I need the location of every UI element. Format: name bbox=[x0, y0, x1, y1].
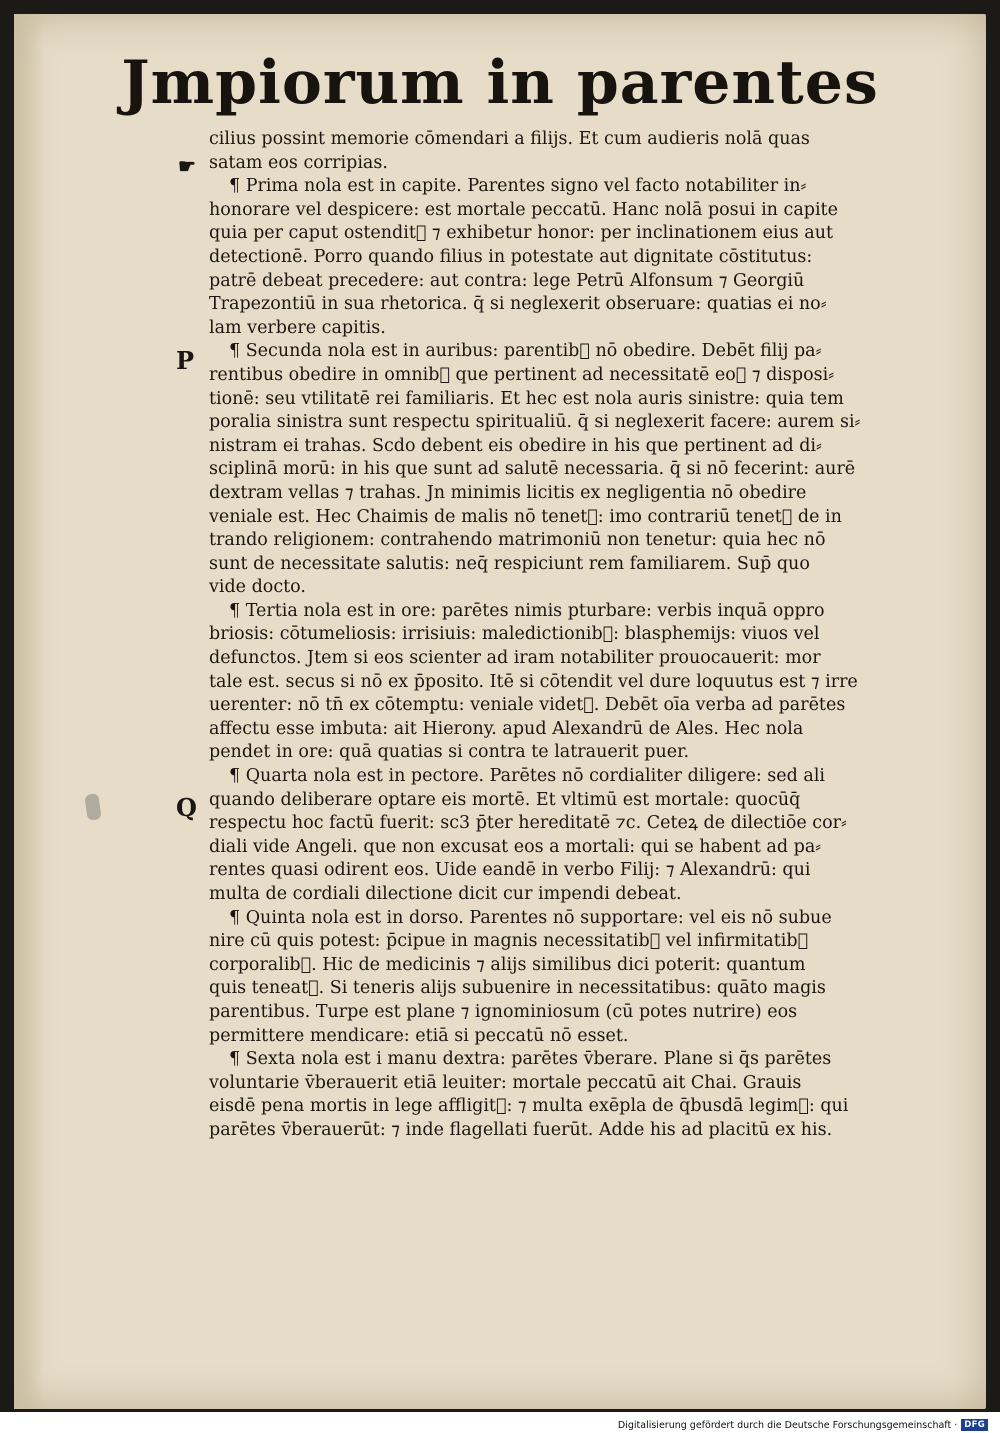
text-line: uerenter: nō tn̄ ex cōtemptu: veniale videt᷑. Debēt oīa verba ad parētes bbox=[209, 695, 846, 716]
margin-letter-q: Q bbox=[176, 793, 197, 822]
text-line: voluntarie v̄berauerit etiā leuiter: mortale peccatū ait Chai. Grauis bbox=[209, 1072, 802, 1093]
funding-footer bbox=[618, 1417, 988, 1433]
text-line: quia per caput ostendit᷑ ⁊ exhibetur honor: per inclinationem eius aut bbox=[209, 223, 834, 244]
text-line: eisdē pena mortis in lege affligit᷑: ⁊ multa exēpla de q̄busdā legim᷒: qui bbox=[209, 1096, 849, 1117]
text-line: lam verbere capitis. bbox=[209, 317, 386, 338]
text-line: ¶ Prima nola est in capite. Parentes signo vel facto notabiliter in⸗ bbox=[229, 176, 807, 197]
text-line: rentibus obedire in omnib᷒ que pertinent ad necessitatē eoꝝ ⁊ disposi⸗ bbox=[209, 364, 835, 385]
text-line: tionē: seu vtilitatē rei familiaris. Et hec est nola auris sinistre: quia tem bbox=[209, 388, 844, 409]
text-line: tale est. secus si nō ex p̄posito. Itē si cōtendit vel dure loquutus est ⁊ irre bbox=[209, 671, 858, 692]
text-line: nire cū quis potest: p̄cipue in magnis necessitatib᷒ vel infirmitatib᷒ bbox=[209, 931, 809, 952]
page-gutter bbox=[14, 14, 44, 1409]
text-line: respectu hoc factū fuerit: sc3 p̄ter hereditatē ⁊c. Ceteꝝ de dilectiōe cor⸗ bbox=[209, 813, 847, 834]
text-line: veniale est. Hec Chaimis de malis nō tenet᷑: imo contrariū tenet᷑ de in bbox=[209, 506, 842, 527]
text-line: trando religionem: contrahendo matrimoniū non tenetur: quia hec nō bbox=[209, 530, 826, 551]
text-line: parētes v̄berauerūt: ⁊ inde flagellati fuerūt. Adde his ad placitū ex his. bbox=[209, 1119, 833, 1140]
text-line: corporalib᷒. Hic de medicinis ⁊ alijs similibus dici poterit: quantum bbox=[209, 954, 806, 975]
text-line: ¶ Quinta nola est in dorso. Parentes nō supportare: vel eis nō subue bbox=[229, 907, 832, 928]
text-line: Trapezontiū in sua rhetorica. q̄ si neglexerit obseruare: quatias ei no⸗ bbox=[209, 294, 827, 315]
text-line: pendet in ore: quā quatias si contra te latrauerit puer. bbox=[209, 742, 690, 763]
margin-letter-p: P bbox=[176, 346, 195, 375]
text-line: ¶ Tertia nola est in ore: parētes nimis pturbare: verbis inquā oppro bbox=[229, 600, 825, 621]
pointing-hand-icon: ☛ bbox=[178, 154, 196, 178]
text-line: multa de cordiali dilectione dicit cur impendi debeat. bbox=[209, 884, 682, 904]
text-line: quando deliberare optare eis mortē. Et vltimū est mortale: quocūq̄ bbox=[209, 789, 801, 810]
text-line: defunctos. Jtem si eos scienter ad iram notabiliter prouocauerit: mor bbox=[209, 648, 821, 669]
text-line: sunt de necessitate salutis: neq̄ respiciunt rem familiarem. Sup̄ quo bbox=[209, 553, 810, 574]
text-line: ¶ Secunda nola est in auribus: parentib᷒ nō obedire. Debēt filij pa⸗ bbox=[229, 341, 822, 362]
text-line: ¶ Sexta nola est i manu dextra: parētes v̄berare. Plane si q̄s parētes bbox=[229, 1049, 832, 1070]
text-line: permittere mendicare: etiā si peccatū nō esset. bbox=[209, 1025, 629, 1046]
text-line: sciplinā morū: in his que sunt ad salutē necessaria. q̄ si nō fecerint: aurē bbox=[209, 459, 856, 480]
text-line: nistram ei trahas. Scd̄o debent eis obedire in his que pertinent ad di⸗ bbox=[209, 435, 822, 456]
text-line: ¶ Quarta nola est in pectore. Parētes nō cordialiter diligere: sed ali bbox=[229, 766, 826, 787]
text-line: rentes quasi odirent eos. Uide eandē in verbo Filij: ⁊ Alexandrū: qui bbox=[209, 860, 811, 881]
text-line: affectu esse imbuta: ait Hierony. apud Alexandrū de Ales. Hec nola bbox=[209, 718, 804, 739]
text-line: patrē debeat precedere: aut contra: lege Petrū Alfonsum ⁊ Georgiū bbox=[209, 270, 805, 291]
funding-text: Digitalisierung gefördert durch die Deutsche Forschungsgemeinschaft · bbox=[617, 1419, 958, 1431]
text-line: quis teneat᷑. Si teneris alijs subuenire in necessitatibus: quāto magis bbox=[209, 978, 826, 999]
text-line: satam eos corripias. bbox=[209, 152, 388, 173]
text-line: honorare vel despicere: est mortale peccatū. Hanc nolā posui in capite bbox=[209, 199, 838, 220]
page-heading: Jmpiorum in parentes bbox=[121, 48, 879, 118]
text-line: detectionē. Porro quando filius in potestate aut dignitate cōstitutus: bbox=[209, 246, 813, 267]
body-text bbox=[209, 128, 929, 1143]
text-line: parentibus. Turpe est plane ⁊ ignominiosum (cū potes nutrire) eos bbox=[209, 1001, 798, 1022]
text-line: poralia sinistra sunt respectu spiritualiū. q̄ si neglexerit facere: aurem si⸗ bbox=[209, 412, 861, 433]
text-line: vide docto. bbox=[209, 577, 306, 598]
text-line: dextram vellas ⁊ trahas. Jn minimis licitis ex negligentia nō obedire bbox=[209, 482, 807, 503]
text-line: diali vide Angeli. que non excusat eos a mortali: qui se habent ad pa⸗ bbox=[209, 836, 822, 857]
text-line: cilius possint memorie cōmendari a filijs. Et cum audieris nolā quas bbox=[209, 129, 810, 149]
dfg-logo: DFG bbox=[961, 1419, 988, 1431]
text-line: briosis: cōtumeliosis: irrisiuis: maledictionib᷒: blasphemijs: viuos vel bbox=[209, 624, 820, 645]
